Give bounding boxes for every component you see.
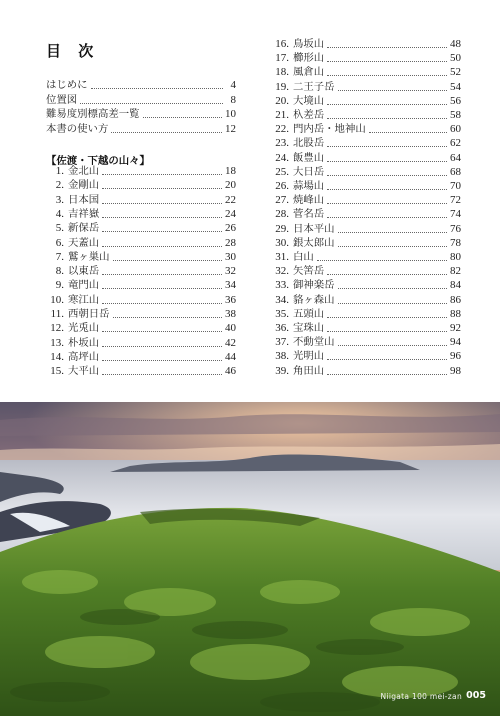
toc-entry-page: 56: [450, 94, 461, 107]
toc-entry-number: 36.: [275, 322, 289, 334]
dotted-leader: [327, 317, 447, 318]
toc-entry-number: 5.: [55, 222, 64, 235]
toc-entry-page: 94: [450, 336, 461, 349]
toc-entry-title: 位置図: [46, 93, 78, 106]
dotted-leader: [102, 346, 222, 347]
toc-entry-number: 14.: [50, 350, 64, 363]
dotted-leader: [338, 288, 447, 289]
toc-entry-page: 10: [225, 108, 236, 121]
toc-entry-title: 風倉山: [293, 66, 325, 79]
toc-entry-number: 7.: [55, 250, 64, 263]
dotted-leader: [327, 61, 447, 62]
toc-entry: [46, 78, 236, 92]
toc-entry: [46, 336, 236, 350]
toc-entry-title: 大平山: [68, 365, 100, 378]
toc-entry-title: 光兎山: [68, 322, 100, 335]
toc-entry: [46, 207, 236, 221]
toc-entry-title: 日本国: [68, 193, 100, 206]
toc-entry-number: 12.: [50, 322, 64, 335]
dotted-leader: [317, 260, 447, 261]
toc-entry-number: 3.: [55, 193, 64, 206]
toc-entry-number: 1.: [55, 165, 64, 177]
dotted-leader: [327, 146, 447, 147]
toc-entry-title: 矢筈岳: [293, 265, 325, 278]
toc-entry: [46, 122, 236, 136]
dotted-leader: [102, 188, 222, 189]
toc-entry-page: 38: [225, 308, 236, 320]
toc-entry-page: 88: [450, 307, 461, 320]
toc-entry: [46, 278, 236, 292]
toc-entry: [271, 108, 461, 122]
toc-entry-page: 76: [450, 222, 461, 235]
mountain-landscape-image: [0, 402, 500, 716]
dotted-leader: [327, 175, 447, 176]
toc-entry-number: 24.: [275, 151, 289, 164]
toc-entry-number: 4.: [55, 207, 64, 220]
toc-entry-title: 北股岳: [293, 137, 325, 150]
dotted-leader: [102, 331, 222, 332]
toc-entry-title: 朴坂山: [68, 336, 100, 349]
toc-entry-page: 12: [225, 122, 236, 135]
toc-entry-number: 6.: [55, 236, 64, 249]
toc-entry-number: 20.: [275, 94, 289, 107]
toc-entry-number: 30.: [275, 236, 289, 249]
toc-entry: [271, 335, 461, 349]
toc-entry-page: 46: [225, 365, 236, 378]
toc-entry-page: 68: [450, 165, 461, 178]
toc-entry-page: 58: [450, 109, 461, 121]
toc-entry-title: 鳥坂山: [293, 38, 325, 50]
dotted-leader: [102, 274, 222, 275]
toc-entry-page: 70: [450, 180, 461, 192]
section-heading: 【佐渡・下越の山々】: [46, 155, 150, 167]
toc-entry-page: 30: [225, 250, 236, 263]
toc-entry-title: 門内岳・地神山: [293, 123, 366, 136]
toc-entry-page: 98: [450, 364, 461, 377]
toc-entry: [271, 321, 461, 335]
toc-entry-page: 80: [450, 251, 461, 263]
dotted-leader: [102, 174, 222, 175]
toc-entry-number: 8.: [55, 265, 64, 278]
mountain-photo: [0, 402, 500, 716]
toc-entry-number: 19.: [275, 80, 289, 93]
toc-entry-page: 44: [225, 350, 236, 363]
toc-entry-title: 宝珠山: [293, 322, 325, 334]
left-entry-list: [46, 164, 236, 384]
dotted-leader: [327, 47, 447, 48]
toc-entry-number: 25.: [275, 165, 289, 178]
dotted-leader: [327, 118, 447, 119]
toc-entry-title: 鷲ヶ巣山: [68, 250, 110, 263]
dotted-leader: [102, 231, 222, 232]
dotted-leader: [102, 246, 222, 247]
dotted-leader: [111, 132, 222, 133]
toc-entry-page: 48: [450, 38, 461, 50]
toc-entry-title: 櫛形山: [293, 52, 325, 65]
dotted-leader: [113, 317, 222, 318]
toc-entry-title: 本書の使い方: [46, 122, 109, 135]
toc-entry-title: はじめに: [46, 79, 88, 91]
toc-entry-number: 9.: [55, 279, 64, 292]
toc-entry-title: 焼峰山: [293, 194, 325, 207]
toc-entry: [46, 350, 236, 364]
toc-entry-number: 23.: [275, 137, 289, 150]
toc-entry-number: 39.: [275, 364, 289, 377]
toc-entry-title: 飯豊山: [293, 151, 325, 164]
toc-entry: [271, 80, 461, 94]
toc-entry-title: 吉祥嶽: [68, 207, 100, 220]
toc-entry-page: 60: [450, 123, 461, 136]
toc-entry-page: 52: [450, 66, 461, 79]
toc-entry-number: 31.: [275, 251, 289, 263]
dotted-leader: [327, 374, 447, 375]
dotted-leader: [338, 90, 447, 91]
toc-entry-page: 92: [450, 322, 461, 334]
dotted-leader: [80, 103, 223, 104]
toc-entry: [271, 179, 461, 193]
toc-entry-number: 28.: [275, 208, 289, 221]
toc-entry-title: 難易度別標高差一覧: [46, 108, 140, 121]
toc-entry: [271, 122, 461, 136]
toc-entry-number: 33.: [275, 279, 289, 292]
toc-entry-page: 34: [225, 279, 236, 292]
dotted-leader: [102, 360, 222, 361]
dotted-leader: [143, 117, 222, 118]
toc-entry: [46, 107, 236, 121]
toc-entry-page: 20: [225, 179, 236, 192]
toc-entry-page: 64: [450, 151, 461, 164]
toc-entry-title: 五頭山: [293, 307, 325, 320]
dotted-leader: [327, 75, 447, 76]
right-entry-list: [271, 37, 461, 382]
dotted-leader: [327, 104, 447, 105]
toc-entry-title: 杁差岳: [293, 109, 325, 121]
toc-entry-title: 金北山: [68, 165, 100, 177]
toc-entry-page: 36: [225, 293, 236, 306]
toc-entry-number: 13.: [50, 336, 64, 349]
toc-entry-title: 竜門山: [68, 279, 100, 292]
toc-entry-title: 貉ヶ森山: [293, 293, 335, 306]
toc-entry: [271, 65, 461, 79]
toc-entry: [46, 264, 236, 278]
toc-entry: [46, 221, 236, 235]
toc-entry-title: 御神楽岳: [293, 279, 335, 292]
toc-entry: [46, 307, 236, 321]
toc-entry-number: 34.: [275, 293, 289, 306]
page-title: 目 次: [46, 42, 100, 60]
toc-entry-page: 84: [450, 279, 461, 292]
toc-entry-number: 10.: [50, 293, 64, 306]
toc-entry-title: 西朝日岳: [68, 308, 110, 320]
toc-entry: [271, 278, 461, 292]
toc-entry: [271, 250, 461, 264]
dotted-leader: [102, 217, 222, 218]
toc-entry-title: 天蓋山: [68, 236, 100, 249]
toc-entry-title: 日本平山: [293, 222, 335, 235]
dotted-leader: [102, 203, 222, 204]
toc-entry-number: 32.: [275, 265, 289, 278]
toc-entry-page: 86: [450, 293, 461, 306]
toc-entry-number: 17.: [275, 52, 289, 65]
toc-entry-page: 18: [225, 165, 236, 177]
toc-entry-title: 光明山: [293, 350, 325, 363]
toc-entry-title: 金剛山: [68, 179, 100, 192]
toc-entry-page: 74: [450, 208, 461, 221]
toc-entry-title: 高坪山: [68, 350, 100, 363]
toc-entry-number: 27.: [275, 194, 289, 207]
toc-entry: [271, 364, 461, 378]
toc-entry: [46, 193, 236, 207]
toc-entry-title: 大境山: [293, 94, 325, 107]
toc-entry-number: 18.: [275, 66, 289, 79]
toc-entry-number: 21.: [275, 109, 289, 121]
toc-entry: [46, 93, 236, 107]
toc-entry-title: 大日岳: [293, 165, 325, 178]
toc-entry-page: 40: [225, 322, 236, 335]
toc-entry: [271, 349, 461, 363]
toc-entry-page: 42: [225, 336, 236, 349]
toc-entry-number: 15.: [50, 365, 64, 378]
toc-entry: [271, 136, 461, 150]
toc-entry-page: 62: [450, 137, 461, 150]
dotted-leader: [327, 274, 447, 275]
toc-entry: [46, 164, 236, 178]
toc-entry-title: 角田山: [293, 364, 325, 377]
toc-entry: [271, 207, 461, 221]
dotted-leader: [327, 217, 447, 218]
toc-entry-page: 22: [225, 193, 236, 206]
dotted-leader: [327, 189, 447, 190]
dotted-leader: [327, 161, 447, 162]
toc-entry-number: 38.: [275, 350, 289, 363]
toc-entry-number: 35.: [275, 307, 289, 320]
toc-entry-title: 不動堂山: [293, 336, 335, 349]
toc-entry: [271, 236, 461, 250]
dotted-leader: [102, 303, 222, 304]
toc-entry: [271, 94, 461, 108]
toc-entry-page: 32: [225, 265, 236, 278]
dotted-leader: [338, 345, 447, 346]
toc-entry-page: 78: [450, 236, 461, 249]
toc-entry-number: 22.: [275, 123, 289, 136]
dotted-leader: [91, 88, 223, 89]
toc-entry-title: 二王子岳: [293, 80, 335, 93]
dotted-leader: [369, 132, 447, 133]
toc-entry-title: 白山: [293, 251, 314, 263]
dotted-leader: [327, 203, 447, 204]
toc-entry-page: 96: [450, 350, 461, 363]
dotted-leader: [338, 246, 447, 247]
toc-entry: [46, 178, 236, 192]
book-label: Niigata 100 mei-zan: [380, 692, 462, 701]
toc-entry: [271, 293, 461, 307]
toc-entry-title: 蒜場山: [293, 180, 325, 192]
toc-entry: [271, 51, 461, 65]
dotted-leader: [102, 374, 222, 375]
toc-entry-number: 2.: [55, 179, 64, 192]
dotted-leader: [327, 331, 447, 332]
page-number: 005: [466, 690, 486, 701]
toc-entry-number: 37.: [275, 336, 289, 349]
toc-entry-title: 菅名岳: [293, 208, 325, 221]
toc-entry-page: 28: [225, 236, 236, 249]
dotted-leader: [327, 359, 447, 360]
toc-entry: [271, 193, 461, 207]
dotted-leader: [338, 232, 447, 233]
toc-entry-page: 8: [230, 93, 236, 106]
toc-entry-page: 26: [225, 222, 236, 235]
toc-entry: [46, 236, 236, 250]
toc-entry-title: 寒江山: [68, 293, 100, 306]
toc-entry: [271, 222, 461, 236]
toc-entry: [46, 250, 236, 264]
toc-entry-page: 24: [225, 207, 236, 220]
toc-entry-number: 26.: [275, 180, 289, 192]
toc-entry-number: 29.: [275, 222, 289, 235]
toc-entry: [271, 264, 461, 278]
intro-list: [46, 78, 236, 138]
toc-entry-page: 50: [450, 52, 461, 65]
toc-entry: [46, 293, 236, 307]
toc-entry: [271, 37, 461, 51]
toc-entry-page: 4: [230, 79, 236, 91]
toc-entry: [46, 321, 236, 335]
toc-entry-number: 11.: [50, 308, 64, 320]
toc-entry: [271, 151, 461, 165]
toc-entry-title: 新保岳: [68, 222, 100, 235]
toc-entry: [46, 364, 236, 378]
toc-entry-page: 82: [450, 265, 461, 278]
toc-entry-page: 72: [450, 194, 461, 207]
dotted-leader: [113, 260, 222, 261]
toc-entry-title: 銀太郎山: [293, 236, 335, 249]
toc-entry: [271, 307, 461, 321]
toc-entry-number: 16.: [275, 38, 289, 50]
dotted-leader: [102, 288, 222, 289]
toc-entry-title: 以東岳: [68, 265, 100, 278]
toc-entry: [271, 165, 461, 179]
toc-entry-page: 54: [450, 80, 461, 93]
dotted-leader: [338, 303, 447, 304]
